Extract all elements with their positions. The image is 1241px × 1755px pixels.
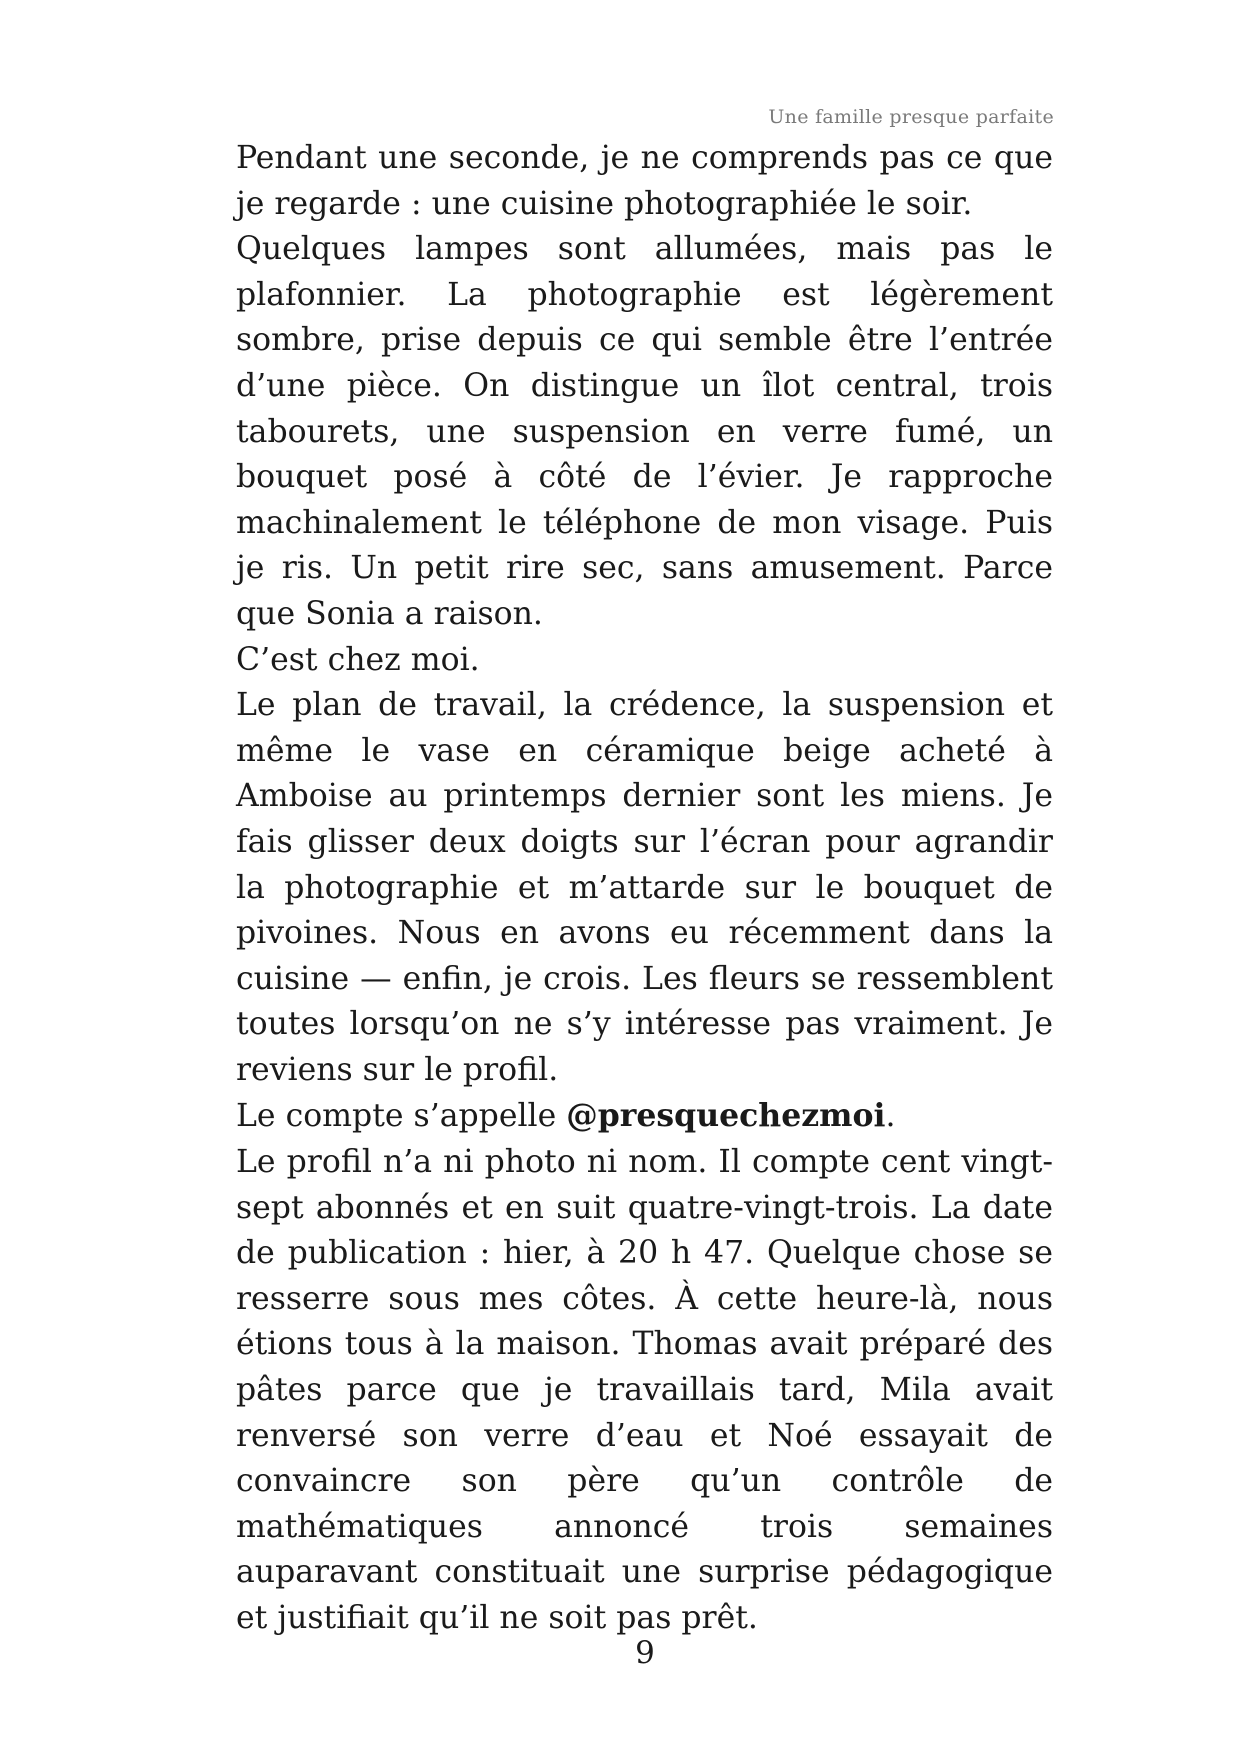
- paragraph-5-lead: Le compte s’appelle: [236, 1098, 567, 1135]
- chapter-body: [236, 136, 1053, 1642]
- account-handle: @presquechezmoi: [566, 1097, 886, 1135]
- paragraph-6: Le profil n’a ni photo ni nom. Il compte cent vingt-sept abonnés et en suit quatre-vingt-trois. La date de publication : hier, à 20 h 47. Quelque chose se resserre sous mes côtes. À cette heure-là, nous étions tous à la maison. Thomas avait préparé des pâtes parce que je travaillais tard, Mila avait renversé son verre d’eau et Noé essayait de convaincre son père qu’un contrôle de mathématiques annoncé trois semaines auparavant constituait une surprise pédagogique et justifiait qu’il ne soit pas prêt.: [236, 1144, 1053, 1636]
- paragraph-1: Pendant une seconde, je ne comprends pas ce que je regarde : une cuisine photographiée le soir.: [236, 140, 1053, 222]
- paragraph-5-end: .: [885, 1098, 896, 1135]
- paragraph-4: Le plan de travail, la crédence, la suspension et même le vase en céramique beige acheté à Amboise au printemps dernier sont les miens. Je fais glisser deux doigts sur l’écran pour agrandir la photographie et m’attarde sur le bouquet de pivoines. Nous en avons eu récemment dans la cuisine — enfin, je crois. Les fleurs se ressemblent toutes lorsqu’on ne s’y intéresse pas vraiment. Je reviens sur le profil.: [236, 687, 1053, 1088]
- paragraph-2: Quelques lampes sont allumées, mais pas le plafonnier. La photographie est légèrement sombre, prise depuis ce qui semble être l’entrée d’une pièce. On distingue un îlot central, trois tabourets, une suspension en verre fumé, un bouquet posé à côté de l’évier. Je rapproche machinalement le téléphone de mon visage. Puis je ris. Un petit rire sec, sans amusement. Parce que Sonia a raison.: [236, 231, 1053, 632]
- paragraph-3: C’est chez moi.: [236, 641, 480, 678]
- running-header: Une famille presque parfaite: [768, 106, 1054, 128]
- page-number: 9: [635, 1635, 655, 1671]
- paragraph-5: [236, 1093, 1053, 1140]
